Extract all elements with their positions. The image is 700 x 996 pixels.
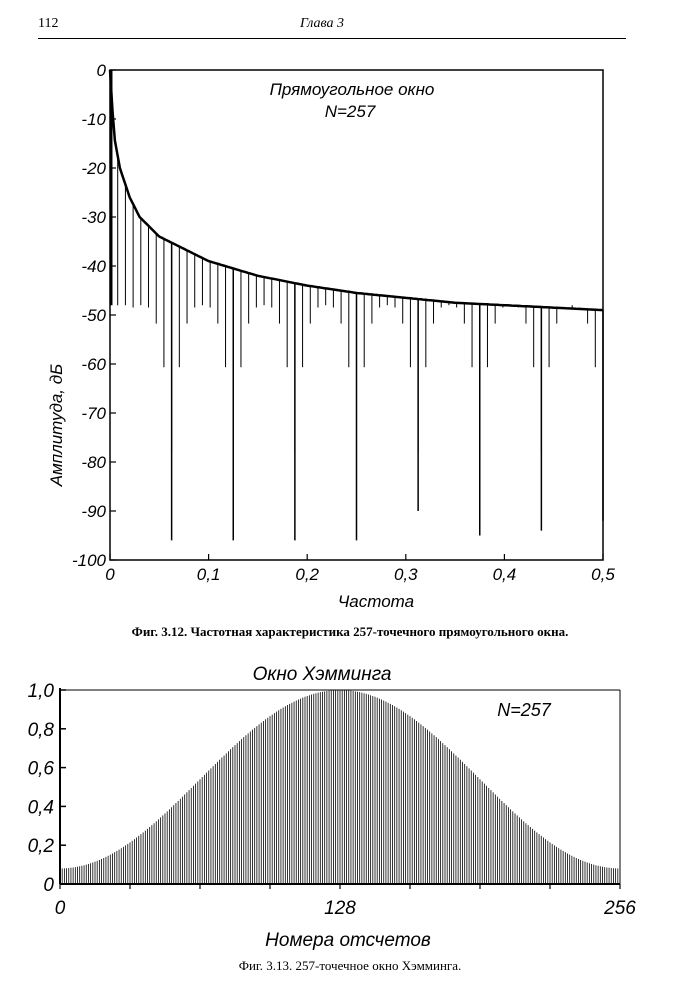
- page-header: [38, 12, 626, 39]
- y-tick-label: -80: [81, 453, 106, 472]
- y-axis-label: Амплитуда, дБ: [47, 363, 66, 487]
- x-tick-label: 0: [54, 898, 66, 919]
- x-tick-labels: [105, 554, 615, 584]
- x-tick-label: 0,2: [295, 565, 320, 584]
- x-axis-label: Номера отсчетов: [265, 930, 431, 951]
- chart-title: Прямоугольное окно: [269, 80, 435, 99]
- x-tick-label: 0,1: [196, 565, 221, 584]
- figure-caption: Фиг. 3.13. 257-точечное окно Хэмминга.: [238, 958, 462, 973]
- y-tick-label: -40: [81, 257, 106, 276]
- page-number: 112: [38, 16, 59, 31]
- y-tick-label: -90: [81, 502, 106, 521]
- y-tick-label: 0,2: [27, 836, 54, 858]
- figure-caption: Фиг. 3.12. Частотная характеристика 257-точечного прямоугольного окна.: [131, 624, 569, 639]
- x-tick-label: 0,5: [591, 565, 615, 584]
- y-tick-label: 0: [43, 875, 54, 896]
- chart-subtitle: N=257: [324, 102, 376, 121]
- x-tick-label: 128: [324, 898, 356, 919]
- y-tick-label: -50: [81, 306, 106, 325]
- y-tick-label: -20: [81, 159, 106, 178]
- y-tick-label: -100: [71, 551, 106, 570]
- y-tick-label: -10: [81, 110, 106, 129]
- y-tick-label: 0,6: [27, 758, 54, 780]
- x-axis-label: Частота: [337, 592, 415, 611]
- chart-title: Окно Хэмминга: [252, 664, 392, 685]
- x-tick-labels: [55, 884, 637, 919]
- y-tick-label: 0: [96, 61, 106, 80]
- y-tick-label: 0,8: [27, 719, 54, 741]
- hamming-window-chart: [0, 658, 700, 958]
- x-tick-label: 0,3: [393, 565, 418, 584]
- y-tick-label: -60: [81, 355, 106, 374]
- y-tick-label: 1,0: [27, 681, 54, 702]
- y-tick-label: -30: [81, 208, 106, 227]
- x-tick-label: 0,4: [492, 565, 517, 584]
- chart-subtitle: N=257: [497, 700, 551, 720]
- x-tick-label: 256: [604, 898, 636, 919]
- x-tick-label: 0: [105, 565, 115, 584]
- y-tick-label: -70: [81, 404, 106, 423]
- spectrum-lines: [110, 70, 603, 540]
- rectangular-window-chart: [0, 55, 700, 615]
- chapter-title: Глава 3: [300, 16, 344, 31]
- y-tick-label: 0,4: [27, 797, 54, 819]
